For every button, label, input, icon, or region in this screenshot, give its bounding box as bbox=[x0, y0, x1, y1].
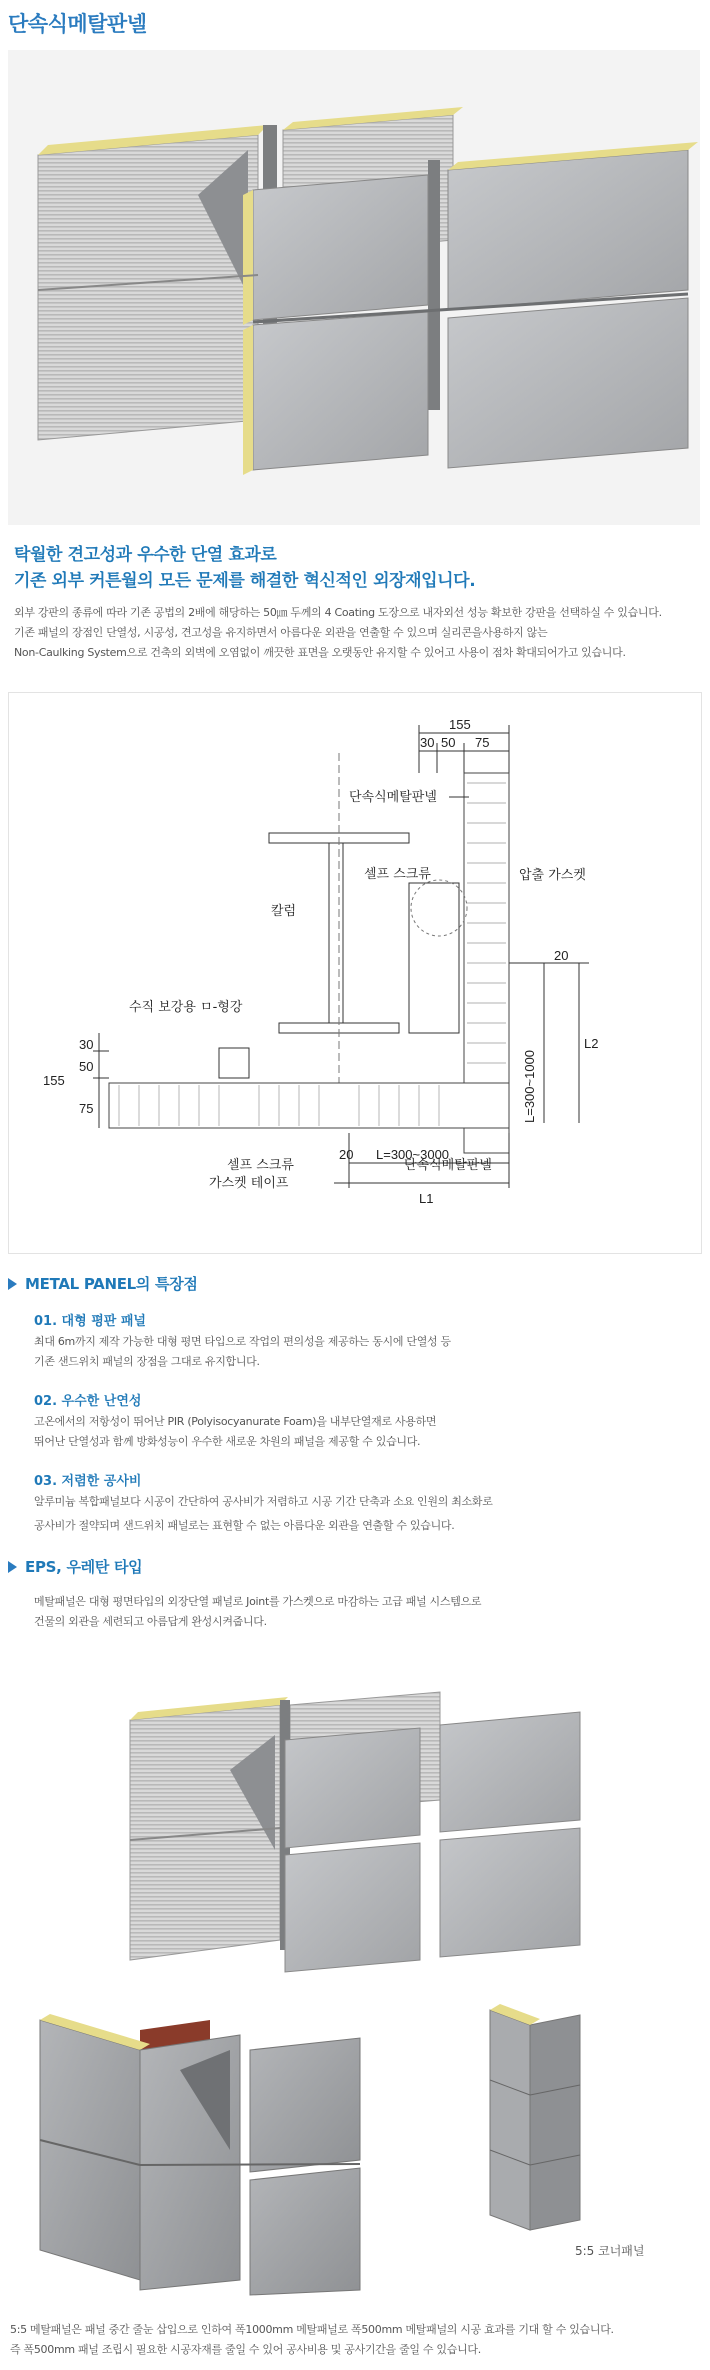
label-gasket-tape: 가스켓 테이프 bbox=[209, 1176, 289, 1191]
intro-line-2: 기존 패널의 장점인 단열성, 시공성, 견고성을 유지하면서 아름다운 외관을 연출할 수 있으며 실리콘을사용하지 않는 bbox=[14, 626, 548, 639]
corner-panel-single-drawing bbox=[480, 2000, 590, 2240]
dim-L2: L2 bbox=[584, 1036, 599, 1051]
dim-155-top: 155 bbox=[449, 717, 471, 732]
eps-line-2: 건물의 외관을 세련되고 아름답게 완성시켜줍니다. bbox=[34, 1615, 267, 1628]
triangle-bullet-icon bbox=[8, 1561, 17, 1573]
feature-1-line-2: 기존 샌드위치 패널의 장점을 그대로 유지합니다. bbox=[34, 1355, 260, 1368]
intro-line-1: 외부 강판의 종류에 따라 기존 공법의 2배에 해당하는 50㎛ 두께의 4 Coating 도장으로 내자외선 성능 확보한 강판을 선택하실 수 있습니다. bbox=[14, 606, 662, 619]
section-drawing bbox=[9, 693, 701, 1253]
dim-75-top: 75 bbox=[475, 735, 490, 750]
footer-line-2: 즉 폭500mm 패널 조립시 필요한 시공자재를 줄일 수 있어 공사비용 및 공사기간을 줄일 수 있습니다. bbox=[10, 2343, 481, 2356]
dim-155-left: 155 bbox=[43, 1073, 65, 1088]
eps-panel-drawing bbox=[110, 1660, 600, 1980]
hero-illustration bbox=[8, 50, 700, 525]
triangle-bullet-icon bbox=[8, 1278, 17, 1290]
feature-3-line-1: 알루미늄 복합패널보다 시공이 간단하여 공사비가 저렴하고 시공 기간 단축과 소요 인원의 최소화로 bbox=[34, 1495, 493, 1508]
intro-line-3: Non-Caulking System으로 건축의 외벽에 오염없이 깨끗한 표면을 오랫동안 유지할 수 있어고 사용이 점차 확대되어가고 있습니다. bbox=[14, 646, 626, 659]
corner-panel-drawing bbox=[30, 1990, 410, 2300]
dim-30-top: 30 bbox=[420, 735, 435, 750]
feature-3-title: 03. 저렴한 공사비 bbox=[34, 1474, 142, 1489]
eps-line-1: 메탈패널은 대형 평면타입의 외장단열 패널로 Joint를 가스켓으로 마감하는 고급 패널 시스템으로 bbox=[34, 1595, 482, 1608]
label-column: 칼럼 bbox=[271, 904, 297, 919]
feature-2-line-1: 고온에서의 저항성이 뛰어난 PIR (Polyisocyanurate Foam)을 내부단열재로 사용하면 bbox=[34, 1415, 437, 1428]
feature-1-line-1: 최대 6m까지 제작 가능한 대형 평면 타입으로 작업의 편의성을 제공하는 동시에 단열성 등 bbox=[34, 1335, 451, 1348]
dim-20-right: 20 bbox=[554, 948, 569, 963]
feature-2-title: 02. 우수한 난연성 bbox=[34, 1394, 142, 1409]
dim-75-left: 75 bbox=[79, 1101, 94, 1116]
footer-line-1: 5:5 메탈패널은 패널 중간 줄눈 삽입으로 인하여 폭1000mm 메탈패널로 폭500mm 메탈패널의 시공 효과를 기대 할 수 있습니다. bbox=[10, 2323, 614, 2336]
label-self-screw-top: 셀프 스크류 bbox=[364, 867, 431, 882]
dim-50-top: 50 bbox=[441, 735, 456, 750]
label-panel-top: 단속식메탈판넬 bbox=[349, 790, 437, 805]
corner-panel-caption: 5:5 코너패널 bbox=[575, 2244, 645, 2258]
page-title: 단속식메탈판넬 bbox=[8, 12, 147, 36]
label-self-screw-bottom: 셀프 스크류 bbox=[227, 1158, 294, 1173]
eps-panel-illustration bbox=[110, 1660, 600, 1980]
dim-L-horizontal: L=300~3000 bbox=[376, 1147, 450, 1162]
panel-3d-illustration bbox=[8, 50, 700, 525]
dim-L1: L1 bbox=[419, 1191, 434, 1206]
section-features-heading: METAL PANEL의 특장점 bbox=[8, 1273, 198, 1294]
feature-1-title: 01. 대형 평판 패널 bbox=[34, 1314, 146, 1329]
section-eps-heading: EPS, 우레탄 타입 bbox=[8, 1556, 142, 1577]
dim-30-left: 30 bbox=[79, 1037, 94, 1052]
dim-L-vertical: L=300~1000 bbox=[522, 1049, 537, 1123]
label-vertical-reinforce: 수직 보강용 ㅁ-형강 bbox=[129, 1000, 243, 1015]
dim-20-bottom: 20 bbox=[339, 1147, 354, 1162]
corner-panel-illustration bbox=[30, 1990, 410, 2300]
label-panel-bottom: 단속식메탈판넬 bbox=[404, 1158, 492, 1173]
dim-50-left: 50 bbox=[79, 1059, 94, 1074]
label-compression-gasket: 압출 가스켓 bbox=[519, 868, 586, 883]
headline-line-1: 탁월한 견고성과 우수한 단열 효과로 bbox=[14, 545, 277, 565]
feature-2-line-2: 뛰어난 단열성과 함께 방화성능이 우수한 새로운 차원의 패널을 제공할 수 있습니다. bbox=[34, 1435, 421, 1448]
section-diagram bbox=[8, 692, 702, 1254]
headline-line-2: 기존 외부 커튼월의 모든 문제를 해결한 혁신적인 외장재입니다. bbox=[14, 571, 476, 591]
corner-panel-single-illustration bbox=[480, 2000, 590, 2240]
feature-3-line-2: 공사비가 절약되며 샌드위치 패널로는 표현할 수 없는 아름다운 외관을 연출할 수 있습니다. bbox=[34, 1519, 455, 1532]
